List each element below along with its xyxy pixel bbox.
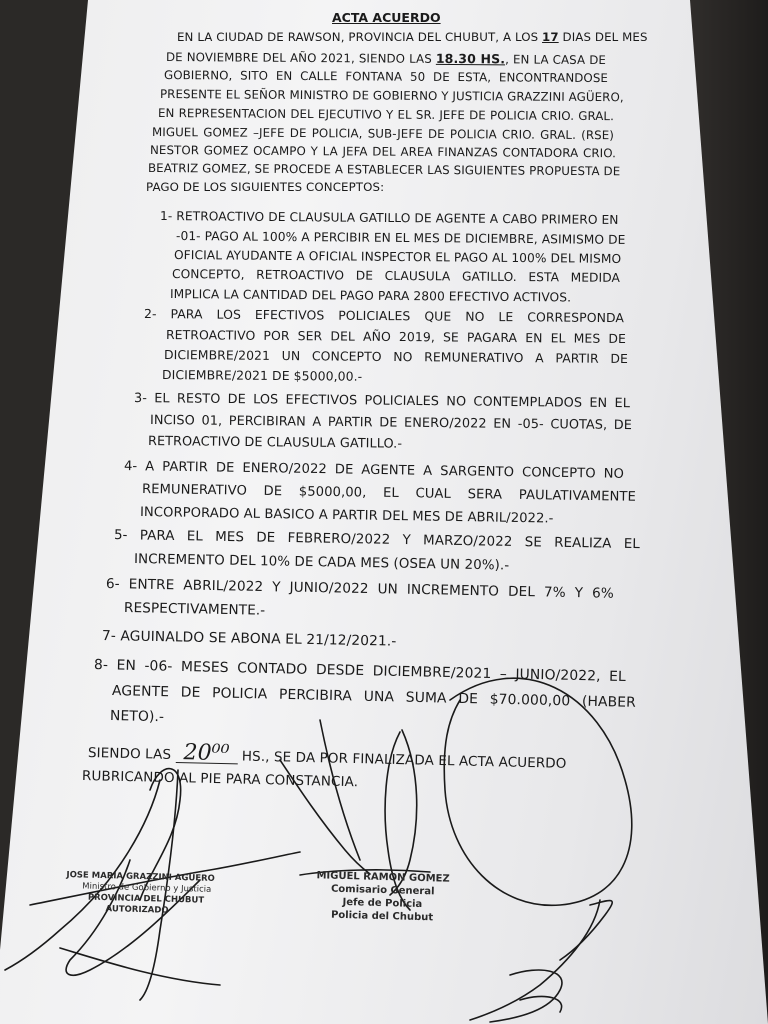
signature-stroke bbox=[490, 970, 562, 1022]
intro-text: EN LA CIUDAD DE RAWSON, PROVINCIA DEL CHUBUT, A LOS bbox=[177, 30, 543, 44]
signer-status: AUTORIZADO bbox=[105, 904, 169, 916]
signer-name: JOSE MARIA GRAZZINI AGÜERO bbox=[66, 870, 215, 884]
document-title: ACTA ACUERDO bbox=[332, 10, 441, 25]
signer-role: Comisario General bbox=[330, 883, 435, 898]
signature-stroke bbox=[320, 720, 360, 860]
item-1-line-2: -01- PAGO AL 100% A PERCIBIR EN EL MES DE DICIEMBRE, ASIMISMO DE bbox=[175, 229, 626, 247]
item-8-line-2: AGENTE DE POLICIA PERCIBIRA UNA SUMA DE $70.000,00 (HABER bbox=[111, 683, 637, 711]
intro-line-4: PRESENTE EL SEÑOR MINISTRO DE GOBIERNO Y JUSTICIA GRAZZINI AGÜERO, bbox=[159, 87, 624, 105]
item-2-line-2: RETROACTIVO POR SER DEL AÑO 2019, SE PAGARA EN EL MES DE bbox=[165, 327, 627, 347]
item-6-line-1: 6- ENTRE ABRIL/2022 Y JUNIO/2022 UN INCREMENTO DEL 7% Y 6% bbox=[105, 576, 615, 602]
signer-role: Ministro de Gobierno y Justicia bbox=[82, 881, 212, 895]
intro-line-5: EN REPRESENTACION DEL EJECUTIVO Y EL SR. JEFE DE POLICIA CRIO. GRAL. bbox=[157, 106, 615, 124]
closing-line-2: RUBRICANDO AL PIE PARA CONSTANCIA. bbox=[81, 768, 359, 791]
item-2-line-1: 2- PARA LOS EFECTIVOS POLICIALES QUE NO LE CORRESPONDA bbox=[143, 306, 625, 326]
item-4-line-2: REMUNERATIVO DE $5000,00, EL CUAL SERA PAULATIVAMENTE bbox=[141, 482, 637, 505]
item-4-line-1: 4- A PARTIR DE ENERO/2022 DE AGENTE A SARGENTO CONCEPTO NO bbox=[123, 459, 625, 482]
item-8-line-1: 8- EN -06- MESES CONTADO DESDE DICIEMBRE/2021 – JUNIO/2022, EL bbox=[93, 657, 627, 686]
signer-name: MIGUEL RAMON GOMEZ bbox=[316, 870, 450, 885]
item-2-line-3: DICIEMBRE/2021 UN CONCEPTO NO REMUNERATIVO A PARTIR DE bbox=[163, 347, 629, 367]
intro-text: , EN LA CASA DE bbox=[505, 52, 607, 68]
intro-text: DIAS DEL MES bbox=[558, 30, 648, 44]
item-3-line-1: 3- EL RESTO DE LOS EFECTIVOS POLICIALES NO CONTEMPLADOS EN EL bbox=[133, 391, 631, 412]
signature-stamp-left bbox=[65, 870, 215, 918]
handwritten-time: 20⁰⁰ bbox=[175, 744, 237, 764]
signature-stroke bbox=[560, 901, 612, 960]
intro-line-7: NESTOR GOMEZ OCAMPO Y LA JEFA DEL AREA FINANZAS CONTADORA CRIO. bbox=[149, 143, 617, 161]
signature-stroke bbox=[470, 900, 600, 1020]
item-1-line-1: 1- RETROACTIVO DE CLAUSULA GATILLO DE AGENTE A CABO PRIMERO EN bbox=[159, 209, 619, 228]
item-4-line-3: INCORPORADO AL BASICO A PARTIR DEL MES DE ABRIL/2022.- bbox=[139, 505, 554, 527]
item-2-line-4: DICIEMBRE/2021 DE $5000,00.- bbox=[161, 367, 363, 384]
closing-text: HS., SE DA POR FINALIZADA EL ACTA ACUERDO bbox=[241, 748, 567, 772]
intro-time: 18.30 HS. bbox=[435, 50, 506, 67]
intro-line-6: MIGUEL GOMEZ –JEFE DE POLICIA, SUB-JEFE DE POLICIA CRIO. GRAL. (RSE) bbox=[151, 125, 615, 143]
signer-org: Policia del Chubut bbox=[330, 909, 434, 924]
intro-line-9: PAGO DE LOS SIGUIENTES CONCEPTOS: bbox=[146, 180, 385, 194]
signature-stroke bbox=[60, 948, 220, 985]
signature-stroke bbox=[520, 996, 562, 1012]
signature-stroke bbox=[444, 678, 632, 905]
item-7-line-1: 7- AGUINALDO SE ABONA EL 21/12/2021.- bbox=[101, 628, 397, 650]
item-3-line-2: INCISO 01, PERCIBIRAN A PARTIR DE ENERO/2022 EN -05- CUOTAS, DE bbox=[149, 413, 633, 434]
item-1-line-4: CONCEPTO, RETROACTIVO DE CLAUSULA GATILLO. ESTA MEDIDA bbox=[171, 267, 621, 285]
intro-line-8: BEATRIZ GOMEZ, SE PROCEDE A ESTABLECER LAS SIGUIENTES PROPUESTA DE bbox=[147, 161, 621, 179]
closing-text: SIENDO LAS bbox=[87, 745, 172, 763]
signature-stamp-right bbox=[315, 869, 449, 924]
intro-line-3: GOBIERNO, SITO EN CALLE FONTANA 50 DE ESTA, ENCONTRANDOSE bbox=[163, 68, 609, 86]
intro-text: DE NOVIEMBRE DEL AÑO 2021, SIENDO LAS bbox=[165, 50, 436, 66]
signature-stroke bbox=[280, 760, 370, 874]
intro-day: 17 bbox=[542, 30, 559, 44]
signer-role: Jefe de Policia bbox=[342, 896, 423, 911]
item-3-line-3: RETROACTIVO DE CLAUSULA GATILLO.- bbox=[147, 434, 403, 452]
signer-org: PROVINCIA DEL CHUBUT bbox=[87, 892, 205, 906]
item-5-line-1: 5- PARA EL MES DE FEBRERO/2022 Y MARZO/2022 SE REALIZA EL bbox=[113, 528, 641, 553]
item-1-line-5: IMPLICA LA CANTIDAD DEL PAGO PARA 2800 EFECTIVO ACTIVOS. bbox=[169, 287, 572, 305]
item-6-line-2: RESPECTIVAMENTE.- bbox=[123, 600, 266, 619]
item-8-line-3: NETO).- bbox=[109, 708, 165, 726]
item-5-line-2: INCREMENTO DEL 10% DE CADA MES (OSEA UN 20%).- bbox=[133, 552, 510, 574]
item-1-line-3: OFICIAL AYUDANTE A OFICIAL INSPECTOR EL PAGO AL 100% DEL MISMO bbox=[173, 248, 622, 266]
